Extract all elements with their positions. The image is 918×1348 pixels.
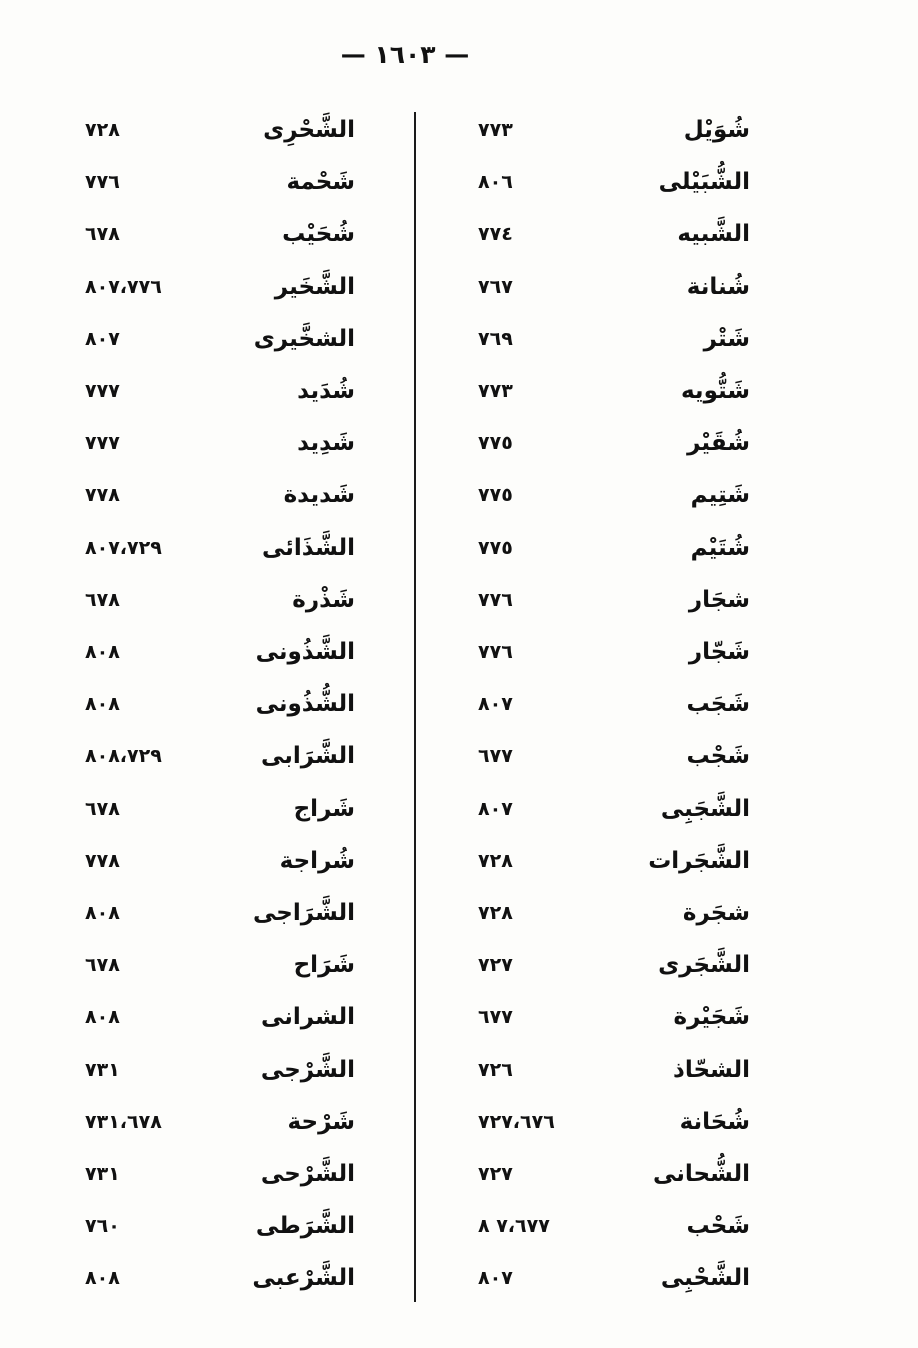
index-entry <box>430 1044 760 1096</box>
entry-name: شجَرة <box>682 900 750 926</box>
index-column-left <box>70 104 370 1308</box>
index-entry <box>430 104 760 156</box>
index-entry <box>70 1252 370 1304</box>
entry-name: الشَّرْعبى <box>252 1265 355 1292</box>
entry-page-numbers: ٧٣١ <box>85 1163 120 1185</box>
entry-name: الشَّرَطى <box>255 1213 355 1240</box>
index-entry <box>430 1200 760 1252</box>
entry-page-numbers: ٨٠٦ <box>478 171 513 194</box>
entry-page-numbers: ٧٢٧ <box>478 954 513 977</box>
entry-page-numbers: ٦٧٨ <box>85 954 120 977</box>
entry-page-numbers: ٨٠٧،٧٢٩ <box>85 536 162 559</box>
entry-name: شَديدة <box>283 482 355 509</box>
entry-name: الشَّرْحى <box>260 1161 355 1187</box>
index-entry <box>70 469 370 521</box>
entry-page-numbers: ٨٠٨،٧٢٩ <box>85 745 162 768</box>
entry-name: الشَّرَاجى <box>253 900 355 926</box>
column-divider <box>414 112 416 1302</box>
index-entry <box>70 417 370 469</box>
index-entry <box>430 208 760 260</box>
entry-page-numbers: ٧٧٦ <box>478 588 513 611</box>
entry-name: شُراجة <box>279 847 355 874</box>
index-entry <box>70 313 370 365</box>
index-entry <box>70 104 370 156</box>
entry-page-numbers: ٧٧٣ <box>478 380 513 402</box>
entry-page-numbers: ٧٧٨ <box>85 484 120 507</box>
index-entry <box>430 417 760 469</box>
entry-page-numbers: ٧٧٥ <box>478 484 513 507</box>
index-entry <box>430 730 760 782</box>
entry-name: شَرْحة <box>287 1108 355 1135</box>
entry-name: الشَّحْرِى <box>263 117 355 143</box>
entry-page-numbers: ٦٧٨ <box>85 797 120 820</box>
entry-page-numbers: ٧٧٧ <box>85 380 120 402</box>
index-entry <box>70 1044 370 1096</box>
entry-name: شَتِيم <box>690 482 750 509</box>
entry-page-numbers: ٨٠٧ <box>478 693 513 716</box>
index-entry <box>430 522 760 574</box>
entry-name: الشَّرْجى <box>260 1056 355 1083</box>
index-entry <box>70 991 370 1043</box>
entry-name: شجَار <box>688 586 750 613</box>
index-entry <box>430 365 760 417</box>
entry-name: شَجَيْرة <box>673 1004 750 1031</box>
entry-name: الشَّجَرات <box>648 847 750 874</box>
entry-name: الشحّاذ <box>673 1056 750 1083</box>
entry-page-numbers: ٧٢٧ <box>478 1163 513 1185</box>
index-entry <box>70 522 370 574</box>
entry-name: الشُّحانى <box>652 1161 750 1187</box>
index-entry <box>70 574 370 626</box>
entry-page-numbers: ٧٧٤ <box>478 223 513 246</box>
entry-name: شُحَانة <box>679 1108 750 1135</box>
entry-name: الشَّخَير <box>274 273 355 300</box>
entry-name: الشَّرَابى <box>260 743 355 770</box>
entry-page-numbers: ٧٦٧ <box>478 275 513 298</box>
entry-name: الشَّذَائى <box>262 534 355 561</box>
index-entry <box>70 678 370 730</box>
index-entry <box>70 1200 370 1252</box>
entry-name: شَرَاح <box>293 952 355 979</box>
entry-page-numbers: ٧٧٨ <box>85 849 120 872</box>
index-entry <box>70 835 370 887</box>
index-entry <box>430 469 760 521</box>
index-entry <box>430 991 760 1043</box>
index-entry <box>70 1096 370 1148</box>
index-entry <box>70 783 370 835</box>
index-entry <box>430 678 760 730</box>
entry-name: الشُّذُونى <box>255 691 355 718</box>
entry-page-numbers: ٧٧٧ <box>85 432 120 455</box>
entry-name: شُتَيْم <box>690 534 750 561</box>
entry-page-numbers: ٨٠٨ <box>85 1006 120 1029</box>
entry-name: الشَّحْبِى <box>660 1265 750 1292</box>
entry-page-numbers: ٧٣١،٦٧٨ <box>85 1110 162 1133</box>
index-entry <box>430 574 760 626</box>
index-entry <box>70 626 370 678</box>
entry-name: شُوَيْل <box>683 117 750 143</box>
entry-name: شَحْب <box>686 1213 750 1240</box>
entry-page-numbers: ٦٧٧ <box>478 745 513 768</box>
index-entry <box>70 887 370 939</box>
index-entry <box>70 939 370 991</box>
index-entry <box>70 1148 370 1200</box>
entry-name: شَجَب <box>686 691 750 718</box>
entry-page-numbers: ٨٠٨ <box>85 693 120 716</box>
entry-name: الشَّجَبِى <box>660 795 750 822</box>
entry-name: الشَّبيه <box>677 221 750 248</box>
entry-name: شَدِيد <box>297 430 355 457</box>
entry-page-numbers: ٧٢٦ <box>478 1058 513 1081</box>
index-entry <box>430 939 760 991</box>
index-entry <box>430 887 760 939</box>
entry-page-numbers: ٨٠٧ <box>478 1267 513 1290</box>
entry-page-numbers: ٧٦٩ <box>478 327 513 350</box>
entry-page-numbers: ٨ ٧،٦٧٧ <box>478 1215 550 1238</box>
entry-page-numbers: ٨٠٧،٧٧٦ <box>85 275 162 298</box>
entry-page-numbers: ٧٢٨ <box>85 119 120 141</box>
index-entry <box>430 261 760 313</box>
entry-name: الشُّبَيْلى <box>658 169 750 196</box>
entry-page-numbers: ٧٧٦ <box>85 171 120 194</box>
entry-page-numbers: ٧٧٣ <box>478 119 513 141</box>
index-entry <box>70 365 370 417</box>
entry-page-numbers: ٨٠٧ <box>478 797 513 820</box>
entry-page-numbers: ٦٧٨ <box>85 223 120 246</box>
page-number: — ١٦٠٣ — <box>340 40 470 69</box>
index-entry <box>430 1252 760 1304</box>
entry-name: شَتُّويه <box>680 378 750 404</box>
entry-page-numbers: ٨٠٨ <box>85 902 120 924</box>
index-entry <box>430 1096 760 1148</box>
entry-name: شَحْمة <box>286 169 355 196</box>
entry-page-numbers: ٧٢٨ <box>478 849 513 872</box>
entry-name: شَتْر <box>703 325 750 352</box>
entry-page-numbers: ٧٢٧،٦٧٦ <box>478 1110 555 1133</box>
entry-name: شَراج <box>293 795 355 822</box>
entry-name: الشخَّيرى <box>253 325 355 352</box>
index-entry <box>430 626 760 678</box>
index-entry <box>430 156 760 208</box>
index-entry <box>430 313 760 365</box>
index-entry <box>70 730 370 782</box>
index-entry <box>430 1148 760 1200</box>
entry-page-numbers: ٧٢٨ <box>478 902 513 924</box>
index-entry <box>430 835 760 887</box>
entry-name: شَجْب <box>686 743 750 770</box>
entry-page-numbers: ٧٣١ <box>85 1058 120 1081</box>
entry-page-numbers: ٦٧٨ <box>85 588 120 611</box>
entry-name: شُقَيْر <box>687 430 750 457</box>
entry-name: الشرانى <box>260 1004 355 1031</box>
entry-name: شَجّار <box>688 639 750 665</box>
entry-page-numbers: ٧٧٥ <box>478 536 513 559</box>
entry-name: شُحَيْب <box>282 221 355 248</box>
index-entry <box>70 261 370 313</box>
entry-name: شُنانة <box>686 273 750 300</box>
entry-name: شَذْرة <box>292 586 355 613</box>
entry-name: الشَّذُونى <box>255 639 355 665</box>
index-entry <box>70 208 370 260</box>
entry-page-numbers: ٧٧٦ <box>478 641 513 663</box>
index-entry <box>70 156 370 208</box>
entry-page-numbers: ٨٠٧ <box>85 327 120 350</box>
entry-name: الشَّجَرى <box>658 952 750 979</box>
index-column-right <box>430 104 760 1308</box>
index-entry <box>430 783 760 835</box>
entry-page-numbers: ٧٧٥ <box>478 432 513 455</box>
entry-page-numbers: ٧٦٠ <box>85 1215 120 1238</box>
entry-page-numbers: ٦٧٧ <box>478 1006 513 1029</box>
entry-page-numbers: ٨٠٨ <box>85 1267 120 1290</box>
entry-name: شُدَيد <box>297 378 355 404</box>
entry-page-numbers: ٨٠٨ <box>85 641 120 663</box>
